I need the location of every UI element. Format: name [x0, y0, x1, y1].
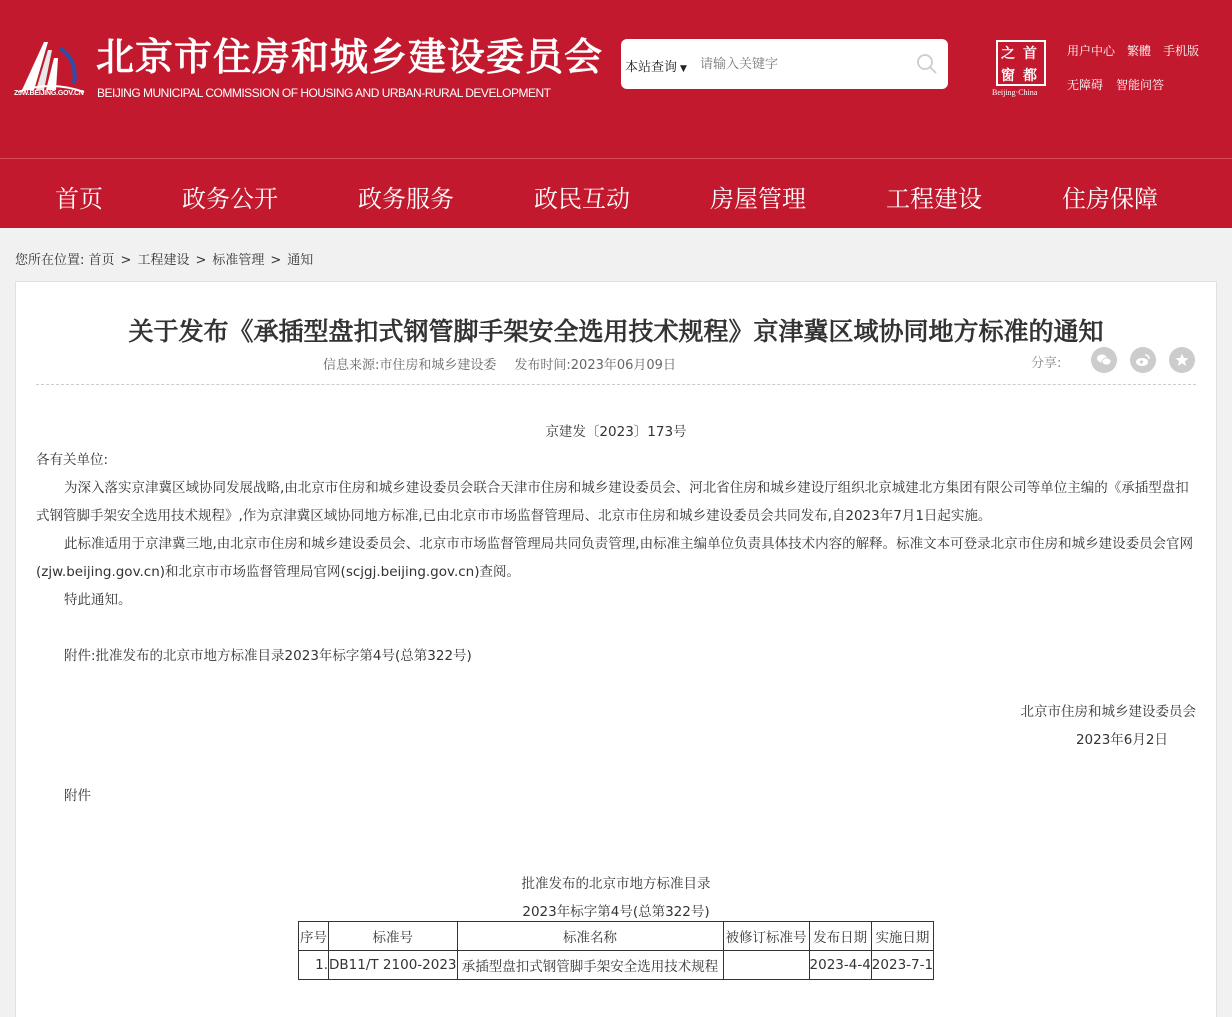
seal-char: 窗: [1001, 68, 1015, 84]
title-divider: [36, 384, 1196, 385]
search-scope-label: 本站查询: [625, 60, 678, 75]
signature-date: 2023年6月2日: [1075, 732, 1168, 748]
attachment-heading: 附件: [64, 788, 91, 804]
weibo-icon: [1135, 352, 1151, 368]
table-header-cell: 序号: [299, 922, 329, 951]
table-cell: 2023-4-4: [809, 951, 871, 980]
logo-domain: ZJW.BEIJING.GOV.CN: [14, 90, 84, 97]
table-cell: 承插型盘扣式钢管脚手架安全选用技术规程: [457, 951, 723, 980]
breadcrumb-home[interactable]: 首页: [88, 253, 115, 268]
table-header-cell: 被修订标准号: [723, 922, 809, 951]
table-cell: [723, 951, 809, 980]
wechat-icon: [1096, 352, 1112, 368]
nav-item-construction[interactable]: 工程建设: [886, 185, 982, 213]
seal-char: 之: [1001, 46, 1015, 62]
breadcrumb-notice[interactable]: 通知: [287, 253, 314, 268]
nav-item-housing-security[interactable]: 住房保障: [1062, 185, 1158, 213]
article-source: 信息来源:市住房和城乡建设委: [323, 358, 497, 373]
mobile-version-link[interactable]: 手机版: [1163, 44, 1200, 58]
salutation: 各有关单位:: [36, 452, 109, 468]
table-cell: DB11/T 2100-2023: [329, 951, 458, 980]
document-number: 京建发〔2023〕173号: [545, 424, 687, 440]
smart-qa-link[interactable]: 智能问答: [1116, 78, 1165, 92]
seal-char: 首: [1023, 46, 1037, 62]
nav-item-gov-affairs[interactable]: 政务公开: [182, 185, 278, 213]
table-cell: 2023-7-1: [871, 951, 933, 980]
search-scope-select[interactable]: [625, 56, 687, 75]
breadcrumb-separator: >: [270, 253, 282, 268]
nav-item-gov-services[interactable]: 政务服务: [358, 185, 454, 213]
breadcrumb-construction[interactable]: 工程建设: [137, 253, 190, 268]
traditional-chinese-link[interactable]: 繁體: [1127, 44, 1152, 58]
site-subtitle: BEIJING MUNICIPAL COMMISSION OF HOUSING AND URBAN-RURAL DEVELOPMENT: [97, 86, 551, 100]
breadcrumb-separator: >: [195, 253, 207, 268]
main-nav: [0, 158, 1232, 228]
logo-icon[interactable]: [14, 34, 86, 98]
nav-item-interaction[interactable]: 政民互动: [534, 185, 630, 213]
attachment-link[interactable]: 附件:批准发布的北京市地方标准目录2023年标字第4号(总第322号): [64, 648, 472, 664]
breadcrumb-prefix: 您所在位置:: [15, 253, 85, 268]
article-date: 发布时间:2023年06月09日: [514, 358, 676, 373]
search-box: [621, 39, 948, 89]
signature-org: 北京市住房和城乡建设委员会: [1020, 704, 1196, 720]
breadcrumb-separator: >: [120, 253, 132, 268]
search-input[interactable]: [700, 51, 900, 77]
weibo-share-button[interactable]: [1130, 347, 1156, 373]
share-label: 分享:: [1031, 356, 1062, 371]
favorite-share-button[interactable]: [1169, 347, 1195, 373]
table-header-row: [299, 922, 934, 951]
capital-window-seal[interactable]: [996, 40, 1046, 86]
accessibility-link[interactable]: 无障碍: [1067, 78, 1104, 92]
body-paragraph: 此标准适用于京津冀三地,由北京市住房和城乡建设委员会、北京市市场监督管理局共同负责管理,由标准主编单位负责具体技术内容的解释。标准文本可登录北京市住房和城乡建设委员会官网(zjw.beijing.gov.cn)和北京市市场监督管理局官网(scjgj.beijing.gov.cn)查阅。: [36, 536, 1194, 580]
seal-caption: Beijing·China: [992, 88, 1038, 97]
search-icon[interactable]: [915, 52, 939, 76]
article-title: 关于发布《承插型盘扣式钢管脚手架安全选用技术规程》京津冀区域协同地方标准的通知: [128, 317, 1104, 346]
table-header-cell: 实施日期: [871, 922, 933, 951]
user-center-link[interactable]: 用户中心: [1067, 44, 1116, 58]
star-icon: [1174, 352, 1190, 368]
table-cell: 1.: [299, 951, 329, 980]
article-meta: [323, 354, 676, 373]
catalog-title: 批准发布的北京市地方标准目录: [521, 876, 711, 892]
chevron-down-icon: ▼: [680, 64, 687, 74]
nav-item-housing-mgmt[interactable]: 房屋管理: [710, 185, 806, 213]
site-header: [0, 0, 1232, 158]
wechat-share-button[interactable]: [1091, 347, 1117, 373]
seal-char: 都: [1023, 68, 1037, 84]
breadcrumb: [15, 249, 313, 268]
table-header-cell: 标准号: [329, 922, 458, 951]
site-title[interactable]: 北京市住房和城乡建设委员会: [96, 35, 604, 79]
breadcrumb-standards[interactable]: 标准管理: [212, 253, 265, 268]
article-card: [15, 281, 1217, 1017]
body-paragraph: 为深入落实京津冀区域协同发展战略,由北京市住房和城乡建设委员会联合天津市住房和城乡建设委员会、河北省住房和城乡建设厅组织北京城建北方集团有限公司等单位主编的《承插型盘扣式钢管脚手架安全选用技术规程》,作为京津冀区域协同地方标准,已由北京市市场监督管理局、北京市住房和城乡建设委员会共同发布,自2023年7月1日起实施。: [36, 480, 1189, 524]
body-paragraph: 特此通知。: [64, 592, 132, 608]
table-header-cell: 标准名称: [457, 922, 723, 951]
nav-item-home[interactable]: 首页: [55, 185, 103, 213]
table-row: [299, 951, 934, 980]
standards-table: [298, 921, 934, 980]
catalog-subtitle: 2023年标字第4号(总第322号): [522, 904, 710, 920]
table-header-cell: 发布日期: [809, 922, 871, 951]
